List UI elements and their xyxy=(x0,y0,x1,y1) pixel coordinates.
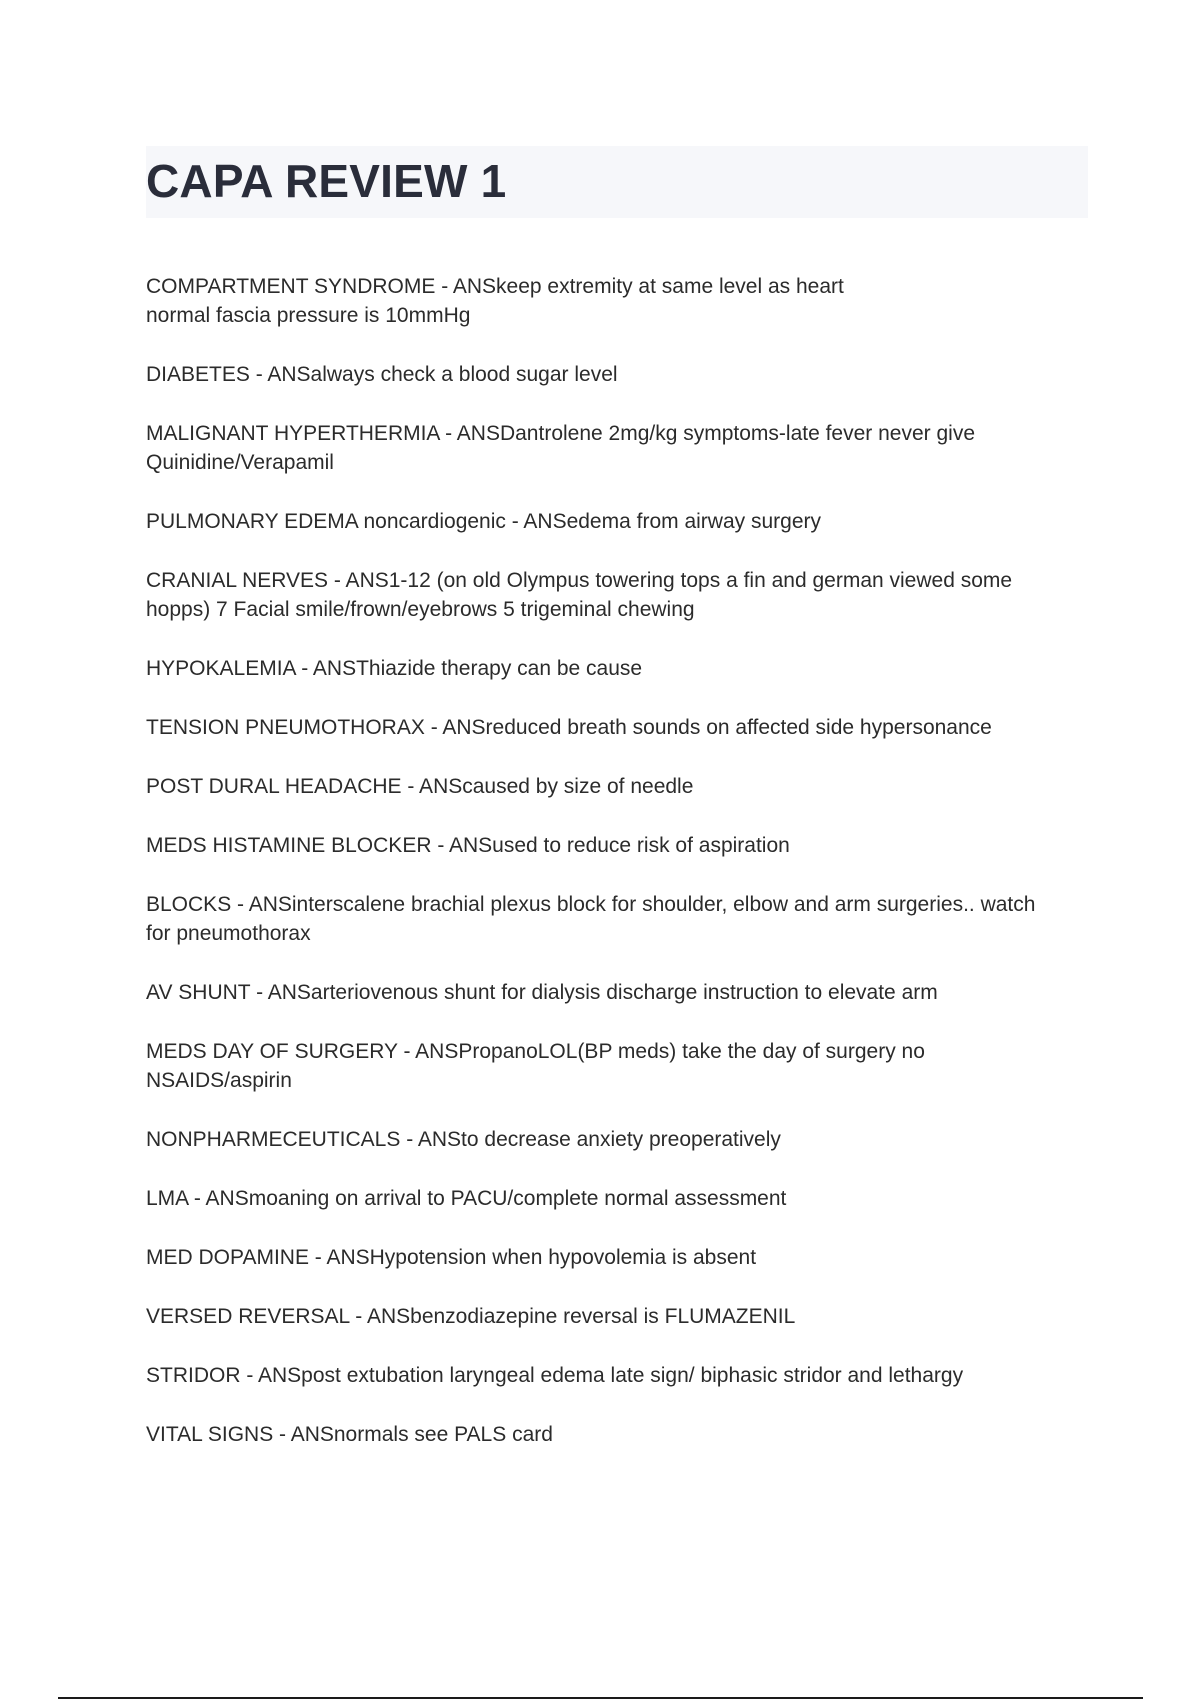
review-entry xyxy=(146,1184,1096,1213)
review-entry-line: hopps) 7 Facial smile/frown/eyebrows 5 trigeminal chewing xyxy=(146,598,695,621)
review-entry xyxy=(146,1037,1096,1095)
review-entry-line: MEDS DAY OF SURGERY - ANSPropanoLOL(BP meds) take the day of surgery no xyxy=(146,1040,925,1063)
review-entry-line: PULMONARY EDEMA noncardiogenic - ANSedema from airway surgery xyxy=(146,510,821,533)
review-entry-line: VITAL SIGNS - ANSnormals see PALS card xyxy=(146,1423,553,1446)
review-entry xyxy=(146,1361,1096,1390)
review-entry-line: normal fascia pressure is 10mmHg xyxy=(146,304,471,327)
review-entry-line: TENSION PNEUMOTHORAX - ANSreduced breath sounds on affected side hypersonance xyxy=(146,716,992,739)
review-entry xyxy=(146,890,1096,948)
review-entry xyxy=(146,978,1096,1007)
review-entry xyxy=(146,772,1096,801)
review-entry-line: CRANIAL NERVES - ANS1-12 (on old Olympus towering tops a fin and german viewed some xyxy=(146,569,1013,592)
review-entry-line: VERSED REVERSAL - ANSbenzodiazepine reversal is FLUMAZENIL xyxy=(146,1305,796,1328)
review-entry xyxy=(146,1302,1096,1331)
review-entry-line: HYPOKALEMIA - ANSThiazide therapy can be cause xyxy=(146,657,643,680)
review-entry xyxy=(146,507,1096,536)
title-banner xyxy=(146,146,1088,218)
review-entry xyxy=(146,1420,1096,1449)
review-entry-line: STRIDOR - ANSpost extubation laryngeal edema late sign/ biphasic stridor and lethargy xyxy=(146,1364,964,1387)
review-entry-line: LMA - ANSmoaning on arrival to PACU/complete normal assessment xyxy=(146,1187,787,1210)
review-entry-line: POST DURAL HEADACHE - ANScaused by size of needle xyxy=(146,775,694,798)
review-entry xyxy=(146,1125,1096,1154)
review-entry-line: MEDS HISTAMINE BLOCKER - ANSused to reduce risk of aspiration xyxy=(146,834,790,857)
review-entry-line: for pneumothorax xyxy=(146,922,311,945)
review-entry-line: MED DOPAMINE - ANSHypotension when hypovolemia is absent xyxy=(146,1246,757,1269)
review-entry-line: NONPHARMECEUTICALS - ANSto decrease anxiety preoperatively xyxy=(146,1128,781,1151)
review-entry-list xyxy=(146,272,1096,1479)
review-entry-line: NSAIDS/aspirin xyxy=(146,1069,292,1092)
review-entry-line: AV SHUNT - ANSarteriovenous shunt for dialysis discharge instruction to elevate arm xyxy=(146,981,938,1004)
review-entry-line: COMPARTMENT SYNDROME - ANSkeep extremity at same level as heart xyxy=(146,275,844,298)
review-entry xyxy=(146,1243,1096,1272)
review-entry xyxy=(146,654,1096,683)
footer-divider xyxy=(58,1697,1143,1699)
review-entry xyxy=(146,831,1096,860)
review-entry xyxy=(146,272,1096,330)
review-entry xyxy=(146,566,1096,624)
review-entry xyxy=(146,360,1096,389)
review-entry-line: BLOCKS - ANSinterscalene brachial plexus block for shoulder, elbow and arm surgeries.. watch xyxy=(146,893,1036,916)
review-entry-line: MALIGNANT HYPERTHERMIA - ANSDantrolene 2mg/kg symptoms-late fever never give xyxy=(146,422,976,445)
review-entry xyxy=(146,713,1096,742)
page-title: CAPA REVIEW 1 xyxy=(146,155,507,207)
review-entry-line: DIABETES - ANSalways check a blood sugar level xyxy=(146,363,618,386)
review-entry xyxy=(146,419,1096,477)
review-entry-line: Quinidine/Verapamil xyxy=(146,451,334,474)
